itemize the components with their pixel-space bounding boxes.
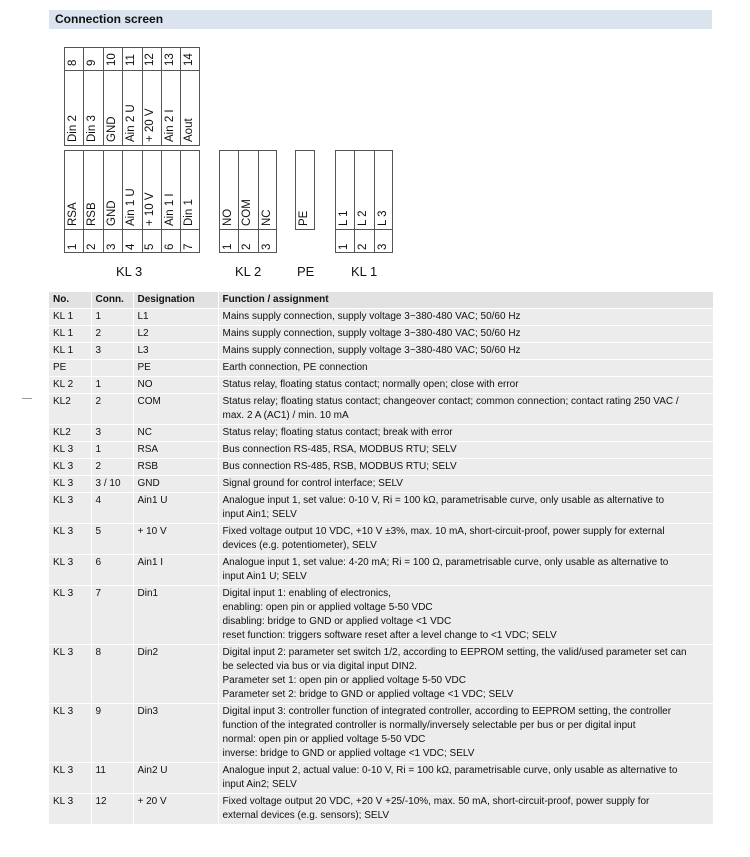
cell-no: KL2: [49, 394, 91, 425]
cell-function: [218, 586, 713, 645]
cell-conn: 11: [91, 763, 133, 794]
kl3-top-number: 11: [124, 54, 137, 66]
cell-function: [218, 493, 713, 524]
table-row: [49, 425, 713, 442]
cell-conn: 5: [91, 524, 133, 555]
kl3-bottom-number: 6: [163, 243, 176, 250]
kl3-top-number: 8: [66, 59, 79, 66]
cell-function: [218, 326, 713, 343]
cell-designation: NC: [133, 425, 218, 442]
table-row: [49, 704, 713, 763]
table-row: [49, 586, 713, 645]
kl3-top-divider: [142, 47, 143, 146]
cell-no: KL 1: [49, 309, 91, 326]
table-row: [49, 645, 713, 704]
table-row: [49, 794, 713, 825]
function-line: disabling: bridge to GND or applied voltage <1 VDC: [222, 616, 452, 627]
kl3-bottom-number: 4: [124, 243, 137, 250]
kl3-bottom-number: 7: [183, 243, 196, 250]
connection-table: [49, 292, 714, 825]
header-designation: Designation: [133, 292, 218, 309]
kl2-label: NC: [260, 209, 273, 226]
function-line: be selected via bus or via digital input DIN2.: [222, 661, 418, 672]
header-conn: Conn.: [91, 292, 133, 309]
function-line: Parameter set 1: open pin or applied voltage 5-50 VDC: [222, 675, 466, 686]
function-line: Analogue input 1, set value: 0-10 V, Ri = 100 kΩ, parametrisable curve, only usable as alternative to: [222, 495, 665, 506]
cell-conn: 1: [91, 377, 133, 394]
cell-conn: 7: [91, 586, 133, 645]
table-row: [49, 377, 713, 394]
cell-no: KL 3: [49, 476, 91, 493]
cell-designation: Din1: [133, 586, 218, 645]
kl1-divider: [354, 150, 355, 253]
cell-function: [218, 360, 713, 377]
function-line: inverse: bridge to GND or applied voltage <1 VDC; SELV: [222, 748, 475, 759]
function-line: Status relay, floating status contact; normally open; close with error: [222, 379, 519, 390]
kl3-top-number: 9: [86, 59, 99, 66]
cell-function: [218, 394, 713, 425]
kl3-top-label: Aout: [183, 118, 196, 142]
kl2-divider: [238, 150, 239, 253]
cell-no: KL 3: [49, 555, 91, 586]
function-line: Digital input 1: enabling of electronics,: [222, 588, 391, 599]
function-line: enabling: open pin or applied voltage 5-50 VDC: [222, 602, 433, 613]
cell-conn: 3: [91, 343, 133, 360]
function-line: devices (e.g. potentiometer), SELV: [222, 540, 377, 551]
cell-function: [218, 476, 713, 493]
kl1-label: L 1: [337, 210, 350, 226]
cell-conn: 1: [91, 442, 133, 459]
cell-designation: + 20 V: [133, 794, 218, 825]
table-row: [49, 343, 713, 360]
cell-function: [218, 343, 713, 360]
kl1-number: 3: [376, 243, 389, 250]
cell-conn: 8: [91, 645, 133, 704]
table-row: [49, 394, 713, 425]
kl2-number: 1: [221, 243, 234, 250]
cell-no: KL 1: [49, 326, 91, 343]
header-function: Function / assignment: [218, 292, 713, 309]
function-line: Mains supply connection, supply voltage 3~380-480 VAC; 50/60 Hz: [222, 328, 521, 339]
function-line: Bus connection RS-485, RSB, MODBUS RTU; SELV: [222, 461, 457, 472]
kl3-bottom-number: 3: [105, 243, 118, 250]
cell-function: [218, 377, 713, 394]
kl3-top-label: + 20 V: [144, 108, 157, 142]
cell-function: [218, 442, 713, 459]
cell-no: KL 3: [49, 524, 91, 555]
cell-function: [218, 524, 713, 555]
pe-group-label: PE: [297, 264, 315, 279]
cell-no: KL 2: [49, 377, 91, 394]
cell-conn: 2: [91, 394, 133, 425]
cell-designation: L2: [133, 326, 218, 343]
cell-conn: 3: [91, 425, 133, 442]
function-line: Bus connection RS-485, RSA, MODBUS RTU; SELV: [222, 444, 457, 455]
kl3-top-number: 13: [163, 53, 176, 66]
kl2-number: 2: [241, 243, 254, 250]
cell-designation: L1: [133, 309, 218, 326]
kl3-bottom-divider: [83, 150, 84, 253]
cell-designation: NO: [133, 377, 218, 394]
cell-function: [218, 555, 713, 586]
kl3-bottom-label: Ain 1 U: [124, 188, 137, 226]
kl3-bottom-label: Ain 1 I: [163, 193, 176, 226]
kl3-bottom-divider: [180, 150, 181, 253]
cell-designation: Din3: [133, 704, 218, 763]
cell-no: KL 3: [49, 704, 91, 763]
cell-designation: + 10 V: [133, 524, 218, 555]
cell-function: [218, 459, 713, 476]
function-line: function of the integrated controller is normally/inversely selectable per bus or per digital input: [222, 720, 636, 731]
kl3-bottom-number: 2: [86, 243, 99, 250]
function-line: Status relay; floating status contact; changeover contact; common connection; contact rating 250 VAC /: [222, 396, 679, 407]
kl1-number: 2: [357, 243, 370, 250]
kl3-top-label: Din 2: [66, 115, 79, 142]
kl3-bottom-divider: [142, 150, 143, 253]
cell-designation: PE: [133, 360, 218, 377]
kl2-label: COM: [241, 199, 254, 226]
kl3-bottom-label: RSB: [86, 202, 99, 226]
cell-no: KL 3: [49, 763, 91, 794]
kl1-divider: [374, 150, 375, 253]
function-line: input Ain1 U; SELV: [222, 571, 307, 582]
function-line: external devices (e.g. sensors); SELV: [222, 810, 390, 821]
cell-function: [218, 425, 713, 442]
cell-function: [218, 794, 713, 825]
cell-designation: RSA: [133, 442, 218, 459]
function-line: normal: open pin or applied voltage 5-50 VDC: [222, 734, 426, 745]
cell-no: KL 3: [49, 794, 91, 825]
kl1-number: 1: [337, 243, 350, 250]
kl3-bottom-number: 5: [144, 243, 157, 250]
kl1-label: L 2: [357, 210, 370, 226]
function-line: Mains supply connection, supply voltage 3~380-480 VAC; 50/60 Hz: [222, 345, 521, 356]
table-row: [49, 524, 713, 555]
cell-conn: 2: [91, 459, 133, 476]
cell-conn: 2: [91, 326, 133, 343]
function-line: Parameter set 2: bridge to GND or applied voltage <1 VDC; SELV: [222, 689, 514, 700]
header-no: No.: [49, 292, 91, 309]
kl3-bottom-divider: [161, 150, 162, 253]
cell-no: KL 3: [49, 442, 91, 459]
cell-conn: [91, 360, 133, 377]
table-row: [49, 360, 713, 377]
function-line: Fixed voltage output 20 VDC, +20 V +25/-10%, max. 50 mA, short-circuit-proof, power supply for: [222, 796, 650, 807]
cell-designation: Ain1 U: [133, 493, 218, 524]
kl3-top-divider: [180, 47, 181, 146]
kl2-number: 3: [260, 243, 273, 250]
cell-designation: Din2: [133, 645, 218, 704]
kl3-bottom-label: GND: [105, 200, 118, 226]
cell-designation: RSB: [133, 459, 218, 476]
cell-designation: Ain1 I: [133, 555, 218, 586]
kl3-top-divider: [122, 47, 123, 146]
table-row: [49, 555, 713, 586]
table-row: [49, 326, 713, 343]
margin-mark: [22, 398, 32, 399]
function-line: Mains supply connection, supply voltage 3~380-480 VAC; 50/60 Hz: [222, 311, 521, 322]
cell-function: [218, 309, 713, 326]
kl2-divider: [258, 150, 259, 253]
kl3-bottom-label: + 10 V: [144, 192, 157, 226]
cell-designation: GND: [133, 476, 218, 493]
table-row: [49, 493, 713, 524]
cell-conn: 3 / 10: [91, 476, 133, 493]
function-line: reset function: triggers software reset after a level change to <1 VDC; SELV: [222, 630, 557, 641]
function-line: Digital input 3: controller function of integrated controller, according to EEPROM setting, the controller: [222, 706, 672, 717]
function-line: Status relay; floating status contact; break with error: [222, 427, 453, 438]
table-row: [49, 763, 713, 794]
cell-conn: 1: [91, 309, 133, 326]
cell-no: PE: [49, 360, 91, 377]
table-row: [49, 442, 713, 459]
kl3-top-number: 12: [144, 53, 157, 66]
function-line: Analogue input 1, set value: 4-20 mA; Ri = 100 Ω, parametrisable curve, only usable as alternative to: [222, 557, 669, 568]
kl3-top-label: Din 3: [86, 115, 99, 142]
cell-no: KL2: [49, 425, 91, 442]
table-header-row: [49, 292, 713, 309]
section-title: Connection screen: [55, 12, 164, 26]
cell-function: [218, 645, 713, 704]
function-line: Analogue input 2, actual value: 0-10 V, Ri = 100 kΩ, parametrisable curve, only usable as alternative to: [222, 765, 678, 776]
cell-no: KL 3: [49, 459, 91, 476]
kl3-bottom-label: RSA: [66, 202, 79, 226]
cell-conn: 9: [91, 704, 133, 763]
kl1-group-label: KL 1: [351, 264, 378, 279]
cell-function: [218, 704, 713, 763]
cell-designation: COM: [133, 394, 218, 425]
kl3-bottom-label: Din 1: [183, 199, 196, 226]
table-row: [49, 309, 713, 326]
cell-conn: 12: [91, 794, 133, 825]
kl3-top-label: Ain 2 I: [163, 109, 176, 142]
kl3-top-number: 14: [183, 53, 196, 66]
kl3-group-label: KL 3: [116, 264, 143, 279]
table-row: [49, 459, 713, 476]
function-line: input Ain2; SELV: [222, 779, 297, 790]
kl3-top-label: Ain 2 U: [124, 104, 137, 142]
pe-label: PE: [298, 210, 310, 226]
function-line: input Ain1; SELV: [222, 509, 297, 520]
kl3-top-number: 10: [105, 53, 118, 66]
function-line: Fixed voltage output 10 VDC, +10 V ±3%, max. 10 mA, short-circuit-proof, power supply for external: [222, 526, 665, 537]
cell-conn: 4: [91, 493, 133, 524]
cell-no: KL 3: [49, 493, 91, 524]
kl3-top-divider: [103, 47, 104, 146]
cell-designation: L3: [133, 343, 218, 360]
function-line: Signal ground for control interface; SELV: [222, 478, 403, 489]
kl2-group-label: KL 2: [235, 264, 262, 279]
kl3-bottom-divider: [103, 150, 104, 253]
cell-designation: Ain2 U: [133, 763, 218, 794]
cell-no: KL 3: [49, 645, 91, 704]
kl3-top-divider: [83, 47, 84, 146]
cell-no: KL 3: [49, 586, 91, 645]
kl3-bottom-divider: [122, 150, 123, 253]
function-line: max. 2 A (AC1) / min. 10 mA: [222, 410, 349, 421]
kl3-bottom-number: 1: [66, 243, 79, 250]
function-line: Digital input 2: parameter set switch 1/2, according to EEPROM setting, the valid/used parameter set can: [222, 647, 687, 658]
kl3-top-label: GND: [105, 116, 118, 142]
cell-conn: 6: [91, 555, 133, 586]
function-line: Earth connection, PE connection: [222, 362, 368, 373]
cell-no: KL 1: [49, 343, 91, 360]
section-header: [49, 10, 712, 29]
kl2-label: NO: [221, 208, 234, 226]
cell-function: [218, 763, 713, 794]
kl1-label: L 3: [376, 210, 389, 226]
kl3-top-divider: [161, 47, 162, 146]
table-row: [49, 476, 713, 493]
